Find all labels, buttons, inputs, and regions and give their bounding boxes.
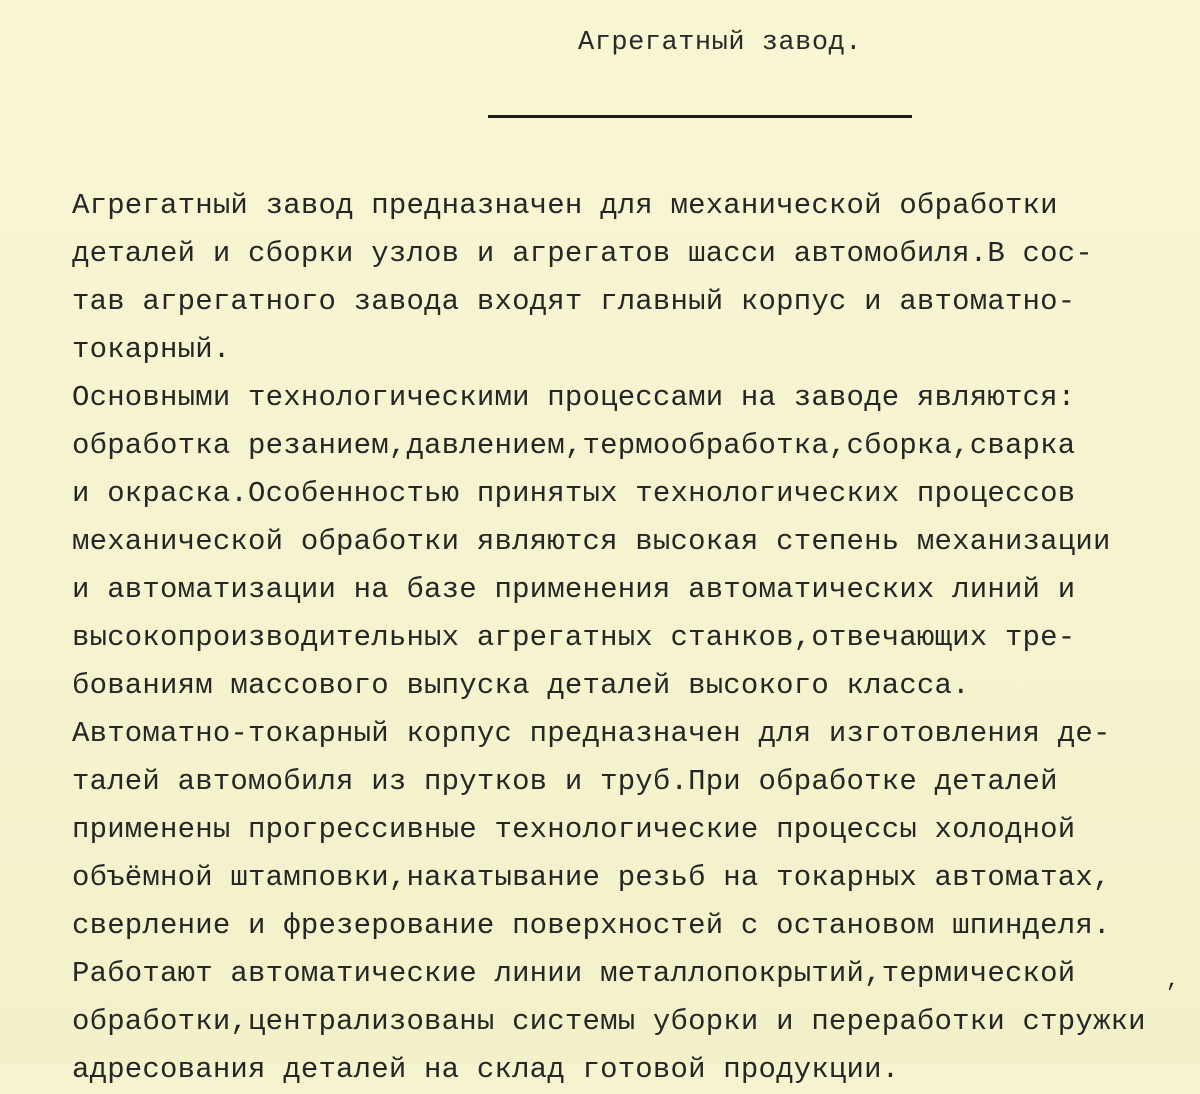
- text-line: обработки,централизованы системы уборки и переработки стружки: [72, 1005, 1146, 1038]
- text-line: адресования деталей на склад готовой продукции.: [72, 1053, 900, 1086]
- text-line: Агрегатный завод предназначен для механической обработки: [72, 189, 1058, 222]
- text-line: применены прогрессивные технологические процессы холодной: [72, 813, 1076, 846]
- text-line: сверление и фрезерование поверхностей с остановом шпинделя.: [72, 909, 1111, 942]
- text-line: и окраска.Особенностью принятых технологических процессов: [72, 477, 1076, 510]
- text-line: и автоматизации на базе применения автоматических линий и: [72, 573, 1076, 606]
- text-line: объёмной штамповки,накатывание резьб на токарных автоматах,: [72, 861, 1111, 894]
- text-line: тав агрегатного завода входят главный корпус и автоматно-: [72, 285, 1076, 318]
- title-underline: [488, 115, 912, 118]
- margin-mark: ,: [1166, 968, 1180, 993]
- text-line: талей автомобиля из прутков и труб.При обработке деталей: [72, 765, 1058, 798]
- document-title: Агрегатный завод.: [578, 28, 862, 58]
- document-body: [72, 182, 1192, 1094]
- text-line: обработка резанием,давлением,термообработка,сборка,сварка: [72, 429, 1076, 462]
- text-line: деталей и сборки узлов и агрегатов шасси автомобиля.В сос-: [72, 237, 1093, 270]
- text-line: механической обработки являются высокая степень механизации: [72, 525, 1111, 558]
- text-line: Работают автоматические линии металлопокрытий,термической: [72, 957, 1076, 990]
- text-line: Основными технологическими процессами на заводе являются:: [72, 381, 1076, 414]
- text-line: высокопроизводительных агрегатных станков,отвечающих тре-: [72, 621, 1076, 654]
- text-line: Автоматно-токарный корпус предназначен для изготовления де-: [72, 717, 1111, 750]
- text-line: бованиям массового выпуска деталей высокого класса.: [72, 669, 970, 702]
- text-line: токарный.: [72, 333, 231, 366]
